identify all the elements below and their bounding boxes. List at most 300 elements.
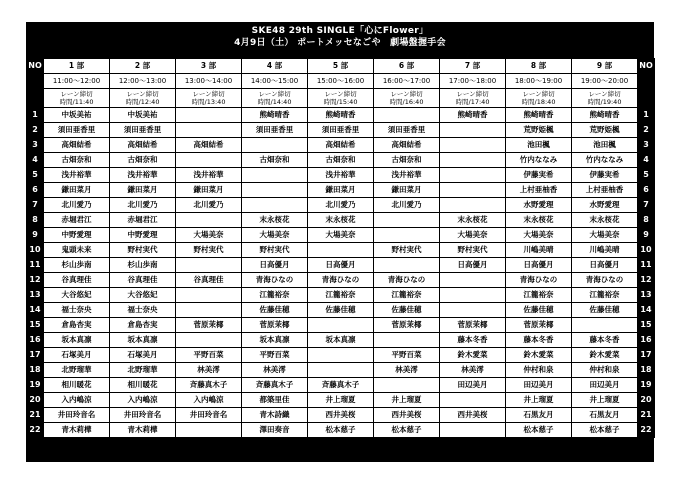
member-cell: 北川愛乃 <box>176 198 242 213</box>
member-cell: 青木詩織 <box>242 408 308 423</box>
member-cell: 浅井裕華 <box>110 168 176 183</box>
member-cell <box>440 393 506 408</box>
member-cell: 中野愛理 <box>110 228 176 243</box>
member-cell <box>242 138 308 153</box>
lane-close-label: レーン締切 <box>60 90 93 98</box>
member-cell: 大場美奈 <box>176 228 242 243</box>
member-cell: 池田楓 <box>572 138 638 153</box>
member-cell <box>374 228 440 243</box>
table-row <box>27 153 655 168</box>
member-cell <box>440 288 506 303</box>
member-cell: 斉藤真木子 <box>242 378 308 393</box>
table-row <box>27 198 655 213</box>
member-cell: 荒野姫楓 <box>572 123 638 138</box>
member-cell: 石塚美月 <box>110 348 176 363</box>
lane-close-label: レーン締切 <box>192 90 225 98</box>
row-number-right: 19 <box>638 378 655 393</box>
table-row <box>27 168 655 183</box>
member-cell: 菅原茉椰 <box>176 318 242 333</box>
row-number-right: 7 <box>638 198 655 213</box>
lane-close-time <box>572 89 638 108</box>
member-cell: 青海ひなの <box>506 273 572 288</box>
member-cell: 松本慈子 <box>374 423 440 438</box>
lane-close-value: 時間/15:40 <box>323 98 358 106</box>
member-cell: 古畑奈和 <box>44 153 110 168</box>
member-cell: 鎌田菜月 <box>374 183 440 198</box>
member-cell: 大谷悠妃 <box>44 288 110 303</box>
member-cell: 谷真理佳 <box>176 273 242 288</box>
row-number-right: 17 <box>638 348 655 363</box>
lane-close-value: 時間/16:40 <box>389 98 424 106</box>
row-number-left: 10 <box>27 243 44 258</box>
member-cell <box>572 318 638 333</box>
time-row <box>27 74 655 89</box>
member-cell: 福士奈央 <box>110 303 176 318</box>
member-cell: 鈴木愛菜 <box>506 348 572 363</box>
part-header: 1 部 <box>44 59 110 74</box>
blank-left <box>27 89 44 108</box>
member-cell: 水野愛理 <box>572 198 638 213</box>
time-slot: 14:00～15:00 <box>242 74 308 89</box>
member-cell: 池田楓 <box>506 138 572 153</box>
member-cell: 林美澪 <box>242 363 308 378</box>
lane-close-value: 時間/19:40 <box>587 98 622 106</box>
member-cell: 野村実代 <box>110 243 176 258</box>
member-cell: 日高優月 <box>308 258 374 273</box>
lane-close-label: レーン締切 <box>456 90 489 98</box>
member-cell: 菅原茉椰 <box>374 318 440 333</box>
member-cell <box>176 213 242 228</box>
member-cell: 北野瑠華 <box>44 363 110 378</box>
member-cell: 入内嶋涼 <box>110 393 176 408</box>
member-cell: 大場美奈 <box>308 228 374 243</box>
row-number-left: 14 <box>27 303 44 318</box>
member-cell: 野村実代 <box>440 243 506 258</box>
member-cell: 佐藤佳穂 <box>308 303 374 318</box>
member-cell <box>440 153 506 168</box>
row-number-right: 4 <box>638 153 655 168</box>
member-cell: 田辺美月 <box>440 378 506 393</box>
row-number-left: 1 <box>27 108 44 123</box>
table-row <box>27 363 655 378</box>
lane-close-row <box>27 89 655 108</box>
member-cell: 竹内ななみ <box>506 153 572 168</box>
row-number-left: 2 <box>27 123 44 138</box>
row-number-right: 8 <box>638 213 655 228</box>
member-cell: 大場美奈 <box>506 228 572 243</box>
part-header-row <box>27 59 655 74</box>
member-cell: 野村実代 <box>242 243 308 258</box>
member-cell: 青海ひなの <box>308 273 374 288</box>
member-cell: 荒野姫楓 <box>506 123 572 138</box>
member-cell: 末永桜花 <box>506 213 572 228</box>
member-cell: 菅原茉椰 <box>440 318 506 333</box>
handshake-schedule-sheet <box>26 22 654 462</box>
row-number-left: 22 <box>27 423 44 438</box>
member-cell: 日高優月 <box>506 258 572 273</box>
member-cell: 赤堀君江 <box>110 213 176 228</box>
member-cell: 松本慈子 <box>572 423 638 438</box>
member-cell: 高畑結希 <box>308 138 374 153</box>
member-cell: 大場美奈 <box>572 228 638 243</box>
member-cell: 菅原茉椰 <box>242 318 308 333</box>
member-cell: 田辺美月 <box>572 378 638 393</box>
lane-close-time <box>110 89 176 108</box>
lane-close-time <box>44 89 110 108</box>
table-row <box>27 123 655 138</box>
member-cell <box>176 258 242 273</box>
row-number-right: 21 <box>638 408 655 423</box>
lane-close-label: レーン締切 <box>522 90 555 98</box>
row-number-right: 13 <box>638 288 655 303</box>
table-row <box>27 243 655 258</box>
member-cell <box>176 333 242 348</box>
member-cell <box>440 198 506 213</box>
row-number-left: 5 <box>27 168 44 183</box>
member-cell: 鎌田菜月 <box>308 183 374 198</box>
member-cell: 大谷悠妃 <box>110 288 176 303</box>
member-cell <box>242 183 308 198</box>
member-cell <box>308 363 374 378</box>
member-cell: 田辺美月 <box>506 378 572 393</box>
member-cell: 谷真理佳 <box>110 273 176 288</box>
row-number-left: 11 <box>27 258 44 273</box>
member-cell: 熊崎晴香 <box>242 108 308 123</box>
member-cell: 西井美桜 <box>308 408 374 423</box>
row-number-left: 20 <box>27 393 44 408</box>
row-number-right: 10 <box>638 243 655 258</box>
member-cell: 古畑奈和 <box>308 153 374 168</box>
member-cell: 末永桜花 <box>242 213 308 228</box>
lane-close-label: レーン締切 <box>390 90 423 98</box>
member-cell <box>176 303 242 318</box>
member-cell <box>440 273 506 288</box>
member-cell: 末永桜花 <box>308 213 374 228</box>
member-cell: 中坂美祐 <box>44 108 110 123</box>
lane-close-time <box>374 89 440 108</box>
member-cell: 福士奈央 <box>44 303 110 318</box>
member-cell: 井上瑠夏 <box>506 393 572 408</box>
member-cell: 佐藤佳穂 <box>572 303 638 318</box>
member-cell: 林美澪 <box>176 363 242 378</box>
member-cell: 坂本真凛 <box>308 333 374 348</box>
member-cell <box>176 123 242 138</box>
member-cell: 林美澪 <box>374 363 440 378</box>
part-header: 6 部 <box>374 59 440 74</box>
lane-close-value: 時間/11:40 <box>59 98 94 106</box>
part-header: 7 部 <box>440 59 506 74</box>
table-row <box>27 393 655 408</box>
member-cell: 野村実代 <box>374 243 440 258</box>
row-number-left: 12 <box>27 273 44 288</box>
lane-close-value: 時間/18:40 <box>521 98 556 106</box>
row-number-right: 20 <box>638 393 655 408</box>
member-cell: 青海ひなの <box>572 273 638 288</box>
member-cell: 日高優月 <box>242 258 308 273</box>
member-cell <box>440 183 506 198</box>
member-cell <box>440 168 506 183</box>
part-header: 8 部 <box>506 59 572 74</box>
no-header-left: NO <box>27 59 44 74</box>
member-cell: 江籠裕奈 <box>308 288 374 303</box>
member-cell: 青海ひなの <box>242 273 308 288</box>
member-cell <box>308 348 374 363</box>
time-slot: 13:00～14:00 <box>176 74 242 89</box>
part-header: 2 部 <box>110 59 176 74</box>
member-cell: 浅井裕華 <box>308 168 374 183</box>
row-number-right: 3 <box>638 138 655 153</box>
member-cell: 須田亜香里 <box>374 123 440 138</box>
table-row <box>27 108 655 123</box>
member-cell: 平野百菜 <box>242 348 308 363</box>
table-row <box>27 228 655 243</box>
member-cell <box>176 423 242 438</box>
member-cell: 古畑奈和 <box>374 153 440 168</box>
part-header: 3 部 <box>176 59 242 74</box>
member-cell: 西井美桜 <box>440 408 506 423</box>
member-cell: 鎌田菜月 <box>44 183 110 198</box>
member-cell <box>440 138 506 153</box>
member-cell: 熊崎晴香 <box>308 108 374 123</box>
lane-close-value: 時間/17:40 <box>455 98 490 106</box>
row-number-left: 21 <box>27 408 44 423</box>
table-row <box>27 183 655 198</box>
member-cell: 倉島杏実 <box>44 318 110 333</box>
member-cell: 井上瑠夏 <box>374 393 440 408</box>
member-cell: 浅井裕華 <box>374 168 440 183</box>
row-number-left: 9 <box>27 228 44 243</box>
member-cell: 藤本冬香 <box>572 333 638 348</box>
member-cell: 中野愛理 <box>44 228 110 243</box>
member-cell: 谷真理佳 <box>44 273 110 288</box>
table-row <box>27 288 655 303</box>
row-number-right: 22 <box>638 423 655 438</box>
member-cell: 大場美奈 <box>242 228 308 243</box>
row-number-right: 5 <box>638 168 655 183</box>
member-cell: 青木莉樺 <box>44 423 110 438</box>
member-cell: 北川愛乃 <box>110 198 176 213</box>
row-number-right: 1 <box>638 108 655 123</box>
member-cell: 北川愛乃 <box>308 198 374 213</box>
lane-close-time <box>242 89 308 108</box>
row-number-right: 6 <box>638 183 655 198</box>
member-cell: 上村亜柚香 <box>572 183 638 198</box>
member-cell: 上村亜柚香 <box>506 183 572 198</box>
member-cell: 井田玲音名 <box>176 408 242 423</box>
member-cell: 古畑奈和 <box>110 153 176 168</box>
time-slot: 16:00～17:00 <box>374 74 440 89</box>
table-row <box>27 138 655 153</box>
member-cell: 坂本真凛 <box>110 333 176 348</box>
lane-close-time <box>308 89 374 108</box>
member-cell: 藤本冬香 <box>440 333 506 348</box>
member-cell: 末永桜花 <box>440 213 506 228</box>
member-cell <box>242 168 308 183</box>
member-cell <box>176 153 242 168</box>
schedule-table <box>26 58 655 438</box>
member-cell: 川嶋美晴 <box>506 243 572 258</box>
member-cell: 松本慈子 <box>308 423 374 438</box>
member-cell: 熊崎晴香 <box>440 108 506 123</box>
member-cell: 高畑結希 <box>176 138 242 153</box>
member-cell: 杉山歩南 <box>44 258 110 273</box>
table-row <box>27 378 655 393</box>
row-number-left: 18 <box>27 363 44 378</box>
member-cell: 入内嶋涼 <box>44 393 110 408</box>
table-row <box>27 348 655 363</box>
member-cell: 鈴木愛菜 <box>440 348 506 363</box>
schedule-subtitle: 4月9日（土） ポートメッセなごや 劇場盤握手会 <box>234 38 446 48</box>
member-cell: 井田玲音名 <box>110 408 176 423</box>
member-cell: 石塚美月 <box>44 348 110 363</box>
member-cell: 須田亜香里 <box>242 123 308 138</box>
member-cell <box>308 243 374 258</box>
member-cell: 高畑結希 <box>374 138 440 153</box>
member-cell: 北川愛乃 <box>374 198 440 213</box>
member-cell: 江籠裕奈 <box>242 288 308 303</box>
row-number-left: 8 <box>27 213 44 228</box>
member-cell: 相川暖花 <box>110 378 176 393</box>
member-cell: 斉藤真木子 <box>308 378 374 393</box>
member-cell: 松本慈子 <box>506 423 572 438</box>
member-cell: 日高優月 <box>440 258 506 273</box>
table-row <box>27 333 655 348</box>
table-row <box>27 423 655 438</box>
time-slot: 12:00～13:00 <box>110 74 176 89</box>
member-cell: 浅井裕華 <box>176 168 242 183</box>
member-cell <box>176 288 242 303</box>
member-cell: 野村実代 <box>176 243 242 258</box>
member-cell: 石黒友月 <box>506 408 572 423</box>
table-row <box>27 213 655 228</box>
member-cell: 斉藤真木子 <box>176 378 242 393</box>
member-cell: 石黒友月 <box>572 408 638 423</box>
member-cell: 西井美桜 <box>374 408 440 423</box>
row-number-left: 6 <box>27 183 44 198</box>
blank-right <box>638 74 655 89</box>
member-cell: 竹内ななみ <box>572 153 638 168</box>
member-cell: 高畑結希 <box>44 138 110 153</box>
member-cell: 倉島杏実 <box>110 318 176 333</box>
blank-left <box>27 74 44 89</box>
member-cell: 北川愛乃 <box>44 198 110 213</box>
row-number-right: 18 <box>638 363 655 378</box>
member-cell: 藤本冬香 <box>506 333 572 348</box>
member-cell: 江籠裕奈 <box>374 288 440 303</box>
row-number-right: 16 <box>638 333 655 348</box>
schedule-title: SKE48 29th SINGLE「心にFlower」 <box>251 26 429 36</box>
lane-close-time <box>440 89 506 108</box>
row-number-left: 3 <box>27 138 44 153</box>
member-cell: 鈴木愛菜 <box>572 348 638 363</box>
table-row <box>27 273 655 288</box>
member-cell: 北野瑠華 <box>110 363 176 378</box>
member-cell: 熊崎晴香 <box>506 108 572 123</box>
row-number-left: 13 <box>27 288 44 303</box>
time-slot: 19:00～20:00 <box>572 74 638 89</box>
part-header: 4 部 <box>242 59 308 74</box>
member-cell: 相川暖花 <box>44 378 110 393</box>
member-cell: 仲村和泉 <box>572 363 638 378</box>
member-cell: 青木莉樺 <box>110 423 176 438</box>
member-cell: 高畑結希 <box>110 138 176 153</box>
member-cell: 青海ひなの <box>374 273 440 288</box>
member-cell: 古畑奈和 <box>242 153 308 168</box>
blank-right <box>638 89 655 108</box>
row-number-right: 2 <box>638 123 655 138</box>
table-row <box>27 318 655 333</box>
table-row <box>27 303 655 318</box>
member-cell: 佐藤佳穂 <box>242 303 308 318</box>
lane-close-time <box>176 89 242 108</box>
part-header: 5 部 <box>308 59 374 74</box>
row-number-right: 11 <box>638 258 655 273</box>
row-number-right: 15 <box>638 318 655 333</box>
member-cell: 平野百菜 <box>176 348 242 363</box>
row-number-left: 19 <box>27 378 44 393</box>
member-cell: 入内嶋涼 <box>176 393 242 408</box>
table-row <box>27 258 655 273</box>
row-number-right: 14 <box>638 303 655 318</box>
member-cell: 川嶋美晴 <box>572 243 638 258</box>
row-number-right: 9 <box>638 228 655 243</box>
member-cell: 須田亜香里 <box>44 123 110 138</box>
member-cell: 井田玲音名 <box>44 408 110 423</box>
member-cell: 水野愛理 <box>506 198 572 213</box>
row-number-left: 16 <box>27 333 44 348</box>
member-cell: 都築里佳 <box>242 393 308 408</box>
member-cell: 中坂美祐 <box>110 108 176 123</box>
member-cell: 井上瑠夏 <box>308 393 374 408</box>
member-cell <box>308 318 374 333</box>
lane-close-label: レーン締切 <box>126 90 159 98</box>
member-cell: 鬼頭未来 <box>44 243 110 258</box>
row-number-left: 4 <box>27 153 44 168</box>
member-cell: 須田亜香里 <box>308 123 374 138</box>
member-cell: 佐藤佳穂 <box>506 303 572 318</box>
member-cell: 平野百菜 <box>374 348 440 363</box>
member-cell: 澤田奏音 <box>242 423 308 438</box>
member-cell: 末永桜花 <box>572 213 638 228</box>
member-cell: 熊崎晴香 <box>572 108 638 123</box>
no-header-right: NO <box>638 59 655 74</box>
lane-close-label: レーン締切 <box>588 90 621 98</box>
row-number-left: 15 <box>27 318 44 333</box>
member-cell: 浅井裕華 <box>44 168 110 183</box>
member-cell: 江籠裕奈 <box>572 288 638 303</box>
member-cell: 菅原茉椰 <box>506 318 572 333</box>
member-cell: 鎌田菜月 <box>176 183 242 198</box>
member-cell: 伊藤実希 <box>506 168 572 183</box>
time-slot: 18:00～19:00 <box>506 74 572 89</box>
member-cell <box>374 213 440 228</box>
lane-close-value: 時間/13:40 <box>191 98 226 106</box>
member-cell <box>374 378 440 393</box>
time-slot: 11:00～12:00 <box>44 74 110 89</box>
member-cell: 坂本真凛 <box>242 333 308 348</box>
lane-close-time <box>506 89 572 108</box>
member-cell: 杉山歩南 <box>110 258 176 273</box>
member-cell: 鎌田菜月 <box>110 183 176 198</box>
row-number-right: 12 <box>638 273 655 288</box>
member-cell <box>374 258 440 273</box>
member-cell <box>440 303 506 318</box>
member-cell: 赤堀君江 <box>44 213 110 228</box>
table-row <box>27 408 655 423</box>
lane-close-value: 時間/12:40 <box>125 98 160 106</box>
sheet-header <box>26 22 654 58</box>
lane-close-label: レーン締切 <box>258 90 291 98</box>
